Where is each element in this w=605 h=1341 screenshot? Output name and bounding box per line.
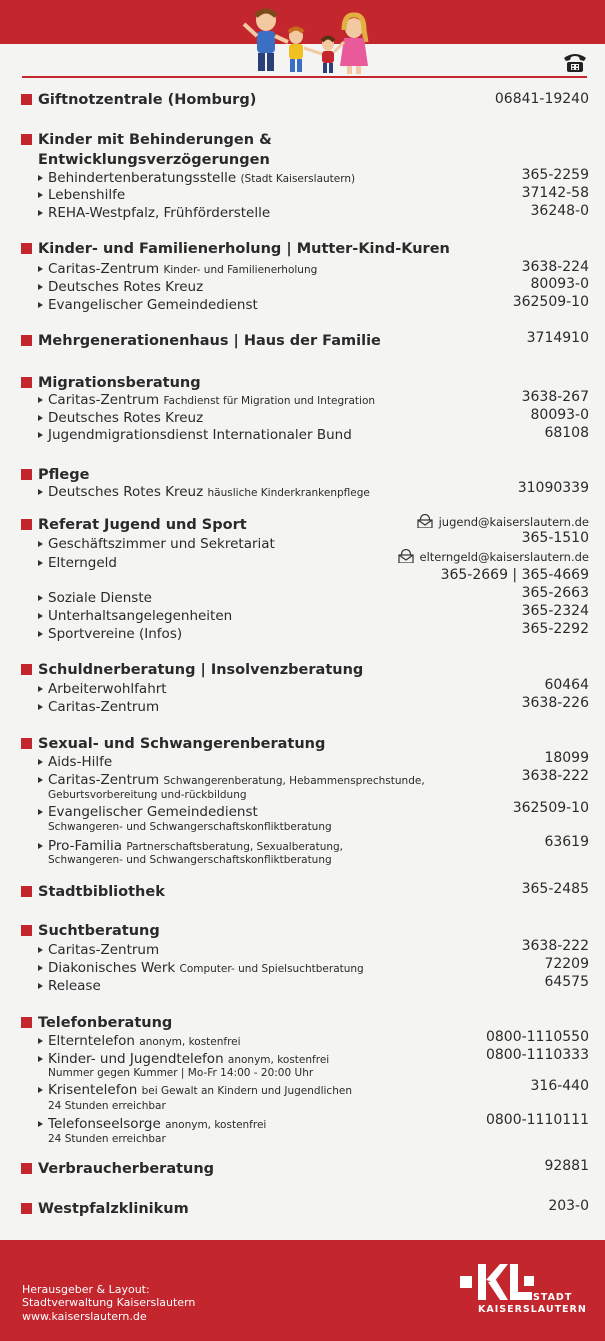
section-heading: Stadtbibliothek bbox=[24, 883, 165, 901]
list-item: Elterntelefon anonym, kostenfrei bbox=[40, 1033, 241, 1051]
phone-number: 3638-224 bbox=[521, 259, 589, 275]
list-item: REHA-Westpfalz, Frühförderstelle bbox=[40, 205, 270, 222]
list-item-note: Schwangeren- und Schwangerschaftskonfliktberatung bbox=[48, 854, 332, 866]
phone-number: 203-0 bbox=[548, 1198, 589, 1214]
section-heading: Kinder mit Behinderungen & bbox=[24, 131, 272, 149]
section-heading: Westpfalzklinikum bbox=[24, 1200, 189, 1218]
section-heading: Telefonberatung bbox=[24, 1014, 172, 1032]
section-heading: Migrationsberatung bbox=[24, 374, 201, 392]
list-item: Behindertenberatungsstelle (Stadt Kaiserslautern) bbox=[40, 170, 355, 188]
phone-number: 60464 bbox=[544, 677, 589, 693]
section-heading: Pflege bbox=[24, 466, 89, 484]
list-item-note: 24 Stunden erreichbar bbox=[48, 1133, 166, 1145]
section-heading: Schuldnerberatung | Insolvenzberatung bbox=[24, 661, 363, 679]
phone-number: 18099 bbox=[544, 750, 589, 766]
phone-number: 64575 bbox=[544, 974, 589, 990]
mail-icon bbox=[398, 549, 414, 563]
email-address[interactable]: jugend@kaiserslautern.de bbox=[417, 514, 589, 530]
footer bbox=[0, 1240, 605, 1341]
phone-number: 92881 bbox=[544, 1158, 589, 1174]
phone-number: 63619 bbox=[544, 834, 589, 850]
list-item: Deutsches Rotes Kreuz bbox=[40, 410, 203, 427]
list-item: Soziale Dienste bbox=[40, 590, 152, 607]
phone-number: 0800-1110550 bbox=[485, 1029, 589, 1045]
phone-number: 316-440 bbox=[530, 1078, 589, 1094]
list-item: Caritas-Zentrum Schwangerenberatung, Hebammensprechstunde, bbox=[40, 772, 425, 790]
phone-number: 72209 bbox=[544, 956, 589, 972]
list-item: Caritas-Zentrum Kinder- und Familienerholung bbox=[40, 261, 317, 279]
phone-icon bbox=[562, 50, 588, 74]
list-item: Kinder- und Jugendtelefon anonym, kostenfrei bbox=[40, 1051, 329, 1069]
phone-number: 3638-226 bbox=[521, 695, 589, 711]
list-item: Aids-Hilfe bbox=[40, 754, 112, 771]
phone-number: 37142-58 bbox=[521, 185, 589, 201]
logo-word-kaiserslautern: KAISERSLAUTERN bbox=[478, 1304, 587, 1315]
footer-website-link[interactable]: www.kaiserslautern.de bbox=[22, 1310, 147, 1323]
phone-number: 365-2259 bbox=[521, 167, 589, 183]
phone-number: 3638-222 bbox=[521, 768, 589, 784]
phone-number: 365-2292 bbox=[521, 621, 589, 637]
list-item: Evangelischer Gemeindedienst bbox=[40, 804, 258, 821]
section-heading: Sexual- und Schwangerenberatung bbox=[24, 735, 325, 753]
section-heading: Giftnotzentrale (Homburg) bbox=[24, 91, 256, 109]
list-item: Caritas-Zentrum bbox=[40, 699, 159, 716]
phone-number: 3638-222 bbox=[521, 938, 589, 954]
list-item: Krisentelefon bei Gewalt an Kindern und Jugendlichen bbox=[40, 1082, 352, 1100]
phone-number: 3714910 bbox=[526, 330, 589, 346]
list-item: Geschäftszimmer und Sekretariat bbox=[40, 536, 275, 553]
section-heading: Verbraucherberatung bbox=[24, 1160, 214, 1178]
phone-number: 365-2663 bbox=[521, 585, 589, 601]
list-item-note: Nummer gegen Kummer | Mo-Fr 14:00 - 20:00 Uhr bbox=[48, 1067, 314, 1079]
phone-number: 365-2324 bbox=[521, 603, 589, 619]
list-item: Evangelischer Gemeindedienst bbox=[40, 297, 258, 314]
list-item: Arbeiterwohlfahrt bbox=[40, 681, 167, 698]
list-item: Lebenshilfe bbox=[40, 187, 125, 204]
email-address[interactable]: elterngeld@kaiserslautern.de bbox=[398, 549, 590, 565]
family-illustration bbox=[238, 6, 378, 78]
phone-number: 0800-1110333 bbox=[485, 1047, 589, 1063]
list-item: Deutsches Rotes Kreuz häusliche Kinderkrankenpflege bbox=[40, 484, 370, 502]
list-item: Diakonisches Werk Computer- und Spielsuchtberatung bbox=[40, 960, 364, 978]
footer-publisher: Stadtverwaltung Kaiserslautern bbox=[22, 1296, 196, 1309]
phone-number: 31090339 bbox=[517, 480, 589, 496]
list-item: Sportvereine (Infos) bbox=[40, 626, 182, 643]
phone-number: 362509-10 bbox=[512, 800, 589, 816]
phone-number: 36248-0 bbox=[530, 203, 589, 219]
list-item: Unterhaltsangelegenheiten bbox=[40, 608, 232, 625]
list-item: Caritas-Zentrum bbox=[40, 942, 159, 959]
logo-word-stadt: STADT bbox=[533, 1292, 573, 1303]
section-heading: Kinder- und Familienerholung | Mutter-Kind-Kuren bbox=[24, 240, 450, 258]
mail-icon bbox=[417, 514, 433, 528]
phone-number: 80093-0 bbox=[530, 407, 589, 423]
phone-number: 68108 bbox=[544, 425, 589, 441]
list-item-note: Geburtsvorbereitung und-rückbildung bbox=[48, 789, 247, 801]
list-item: Elterngeld bbox=[40, 555, 117, 572]
list-item-note: Schwangeren- und Schwangerschaftskonfliktberatung bbox=[48, 821, 332, 833]
list-item: Release bbox=[40, 978, 101, 995]
list-item: Caritas-Zentrum Fachdienst für Migration und Integration bbox=[40, 392, 375, 410]
list-item: Pro-Familia Partnerschaftsberatung, Sexualberatung, bbox=[40, 838, 343, 856]
phone-number: 365-1510 bbox=[521, 530, 589, 546]
list-item-note: 24 Stunden erreichbar bbox=[48, 1100, 166, 1112]
list-item: Deutsches Rotes Kreuz bbox=[40, 279, 203, 296]
phone-number: 80093-0 bbox=[530, 276, 589, 292]
section-heading: Mehrgenerationenhaus | Haus der Familie bbox=[24, 332, 381, 350]
footer-publisher-label: Herausgeber & Layout: bbox=[22, 1283, 150, 1296]
section-heading: Referat Jugend und Sport bbox=[24, 516, 247, 534]
phone-number: 365-2669 | 365-4669 bbox=[440, 567, 589, 583]
phone-number: 362509-10 bbox=[512, 294, 589, 310]
section-heading-line2: Entwicklungsverzögerungen bbox=[38, 152, 270, 168]
phone-number: 365-2485 bbox=[521, 881, 589, 897]
section-heading: Suchtberatung bbox=[24, 922, 160, 940]
list-item: Telefonseelsorge anonym, kostenfrei bbox=[40, 1116, 266, 1134]
phone-number: 06841-19240 bbox=[494, 91, 589, 107]
phone-number: 0800-1110111 bbox=[485, 1112, 589, 1128]
list-item: Jugendmigrationsdienst Internationaler Bund bbox=[40, 427, 352, 444]
phone-number: 3638-267 bbox=[521, 389, 589, 405]
